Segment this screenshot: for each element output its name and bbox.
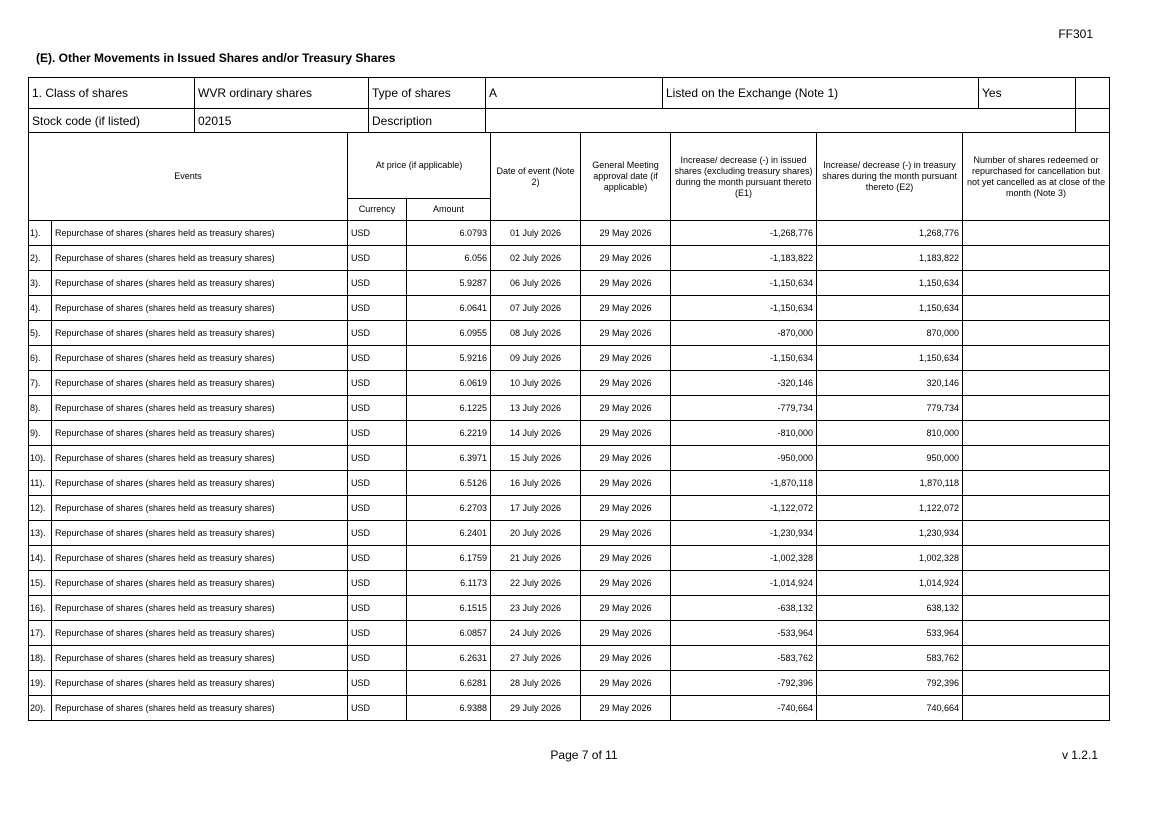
currency-cell: USD bbox=[348, 696, 407, 721]
row-index: 7). bbox=[29, 371, 52, 396]
type-of-shares-label: Type of shares bbox=[369, 78, 486, 109]
event-date-cell: 22 July 2026 bbox=[491, 571, 581, 596]
currency-cell: USD bbox=[348, 621, 407, 646]
event-date-cell: 15 July 2026 bbox=[491, 446, 581, 471]
redeemed-cell bbox=[963, 346, 1110, 371]
gm-approval-date-cell: 29 May 2026 bbox=[581, 246, 671, 271]
listed-blank-cell bbox=[1076, 78, 1110, 109]
redeemed-cell bbox=[963, 621, 1110, 646]
amount-cell: 6.2631 bbox=[407, 646, 491, 671]
row-index: 3). bbox=[29, 271, 52, 296]
table-row bbox=[29, 696, 1110, 721]
amount-cell: 5.9287 bbox=[407, 271, 491, 296]
issued-change-cell: -1,870,118 bbox=[671, 471, 817, 496]
issued-change-cell: -1,122,072 bbox=[671, 496, 817, 521]
gm-approval-date-cell: 29 May 2026 bbox=[581, 621, 671, 646]
redeemed-cell bbox=[963, 671, 1110, 696]
gm-approval-date-cell: 29 May 2026 bbox=[581, 446, 671, 471]
amount-cell: 6.2401 bbox=[407, 521, 491, 546]
event-description: Repurchase of shares (shares held as treasury shares) bbox=[52, 671, 348, 696]
row-index: 5). bbox=[29, 321, 52, 346]
gm-approval-date-cell: 29 May 2026 bbox=[581, 696, 671, 721]
treasury-change-cell: 1,150,634 bbox=[817, 346, 963, 371]
at-price-header: At price (if applicable) bbox=[348, 133, 491, 199]
gm-approval-date-cell: 29 May 2026 bbox=[581, 346, 671, 371]
event-date-cell: 16 July 2026 bbox=[491, 471, 581, 496]
amount-cell: 6.5126 bbox=[407, 471, 491, 496]
issued-change-cell: -950,000 bbox=[671, 446, 817, 471]
event-description: Repurchase of shares (shares held as treasury shares) bbox=[52, 446, 348, 471]
event-description: Repurchase of shares (shares held as treasury shares) bbox=[52, 346, 348, 371]
event-date-cell: 14 July 2026 bbox=[491, 421, 581, 446]
issued-change-cell: -810,000 bbox=[671, 421, 817, 446]
event-date-cell: 24 July 2026 bbox=[491, 621, 581, 646]
amount-cell: 6.1173 bbox=[407, 571, 491, 596]
issued-change-cell: -1,268,776 bbox=[671, 221, 817, 246]
stock-code-label: Stock code (if listed) bbox=[29, 109, 195, 133]
issued-change-cell: -779,734 bbox=[671, 396, 817, 421]
treasury-change-cell: 740,664 bbox=[817, 696, 963, 721]
treasury-change-cell: 950,000 bbox=[817, 446, 963, 471]
gm-approval-date-cell: 29 May 2026 bbox=[581, 471, 671, 496]
event-description: Repurchase of shares (shares held as treasury shares) bbox=[52, 471, 348, 496]
redeemed-cell bbox=[963, 371, 1110, 396]
event-date-cell: 27 July 2026 bbox=[491, 646, 581, 671]
row-index: 13). bbox=[29, 521, 52, 546]
table-row bbox=[29, 571, 1110, 596]
amount-cell: 6.2219 bbox=[407, 421, 491, 446]
row-index: 16). bbox=[29, 596, 52, 621]
event-description: Repurchase of shares (shares held as treasury shares) bbox=[52, 271, 348, 296]
event-description: Repurchase of shares (shares held as treasury shares) bbox=[52, 221, 348, 246]
issued-change-cell: -1,183,822 bbox=[671, 246, 817, 271]
table-row bbox=[29, 446, 1110, 471]
currency-cell: USD bbox=[348, 421, 407, 446]
table-row bbox=[29, 396, 1110, 421]
redeemed-cell bbox=[963, 521, 1110, 546]
row-index: 10). bbox=[29, 446, 52, 471]
event-date-cell: 09 July 2026 bbox=[491, 346, 581, 371]
section-title: (E). Other Movements in Issued Shares and/or Treasury Shares bbox=[36, 51, 396, 65]
amount-header: Amount bbox=[407, 199, 491, 221]
row-index: 20). bbox=[29, 696, 52, 721]
treasury-change-cell: 1,183,822 bbox=[817, 246, 963, 271]
row-index: 8). bbox=[29, 396, 52, 421]
amount-cell: 6.1225 bbox=[407, 396, 491, 421]
description-blank-cell bbox=[1076, 109, 1110, 133]
treasury-change-cell: 1,870,118 bbox=[817, 471, 963, 496]
event-date-cell: 07 July 2026 bbox=[491, 296, 581, 321]
event-date-cell: 10 July 2026 bbox=[491, 371, 581, 396]
event-date-cell: 17 July 2026 bbox=[491, 496, 581, 521]
gm-approval-header: General Meeting approval date (if applicable) bbox=[581, 133, 671, 221]
event-description: Repurchase of shares (shares held as treasury shares) bbox=[52, 571, 348, 596]
event-date-cell: 29 July 2026 bbox=[491, 696, 581, 721]
amount-cell: 6.0857 bbox=[407, 621, 491, 646]
table-row bbox=[29, 321, 1110, 346]
description-label: Description bbox=[369, 109, 486, 133]
event-description: Repurchase of shares (shares held as treasury shares) bbox=[52, 621, 348, 646]
event-date-cell: 21 July 2026 bbox=[491, 546, 581, 571]
treasury-change-cell: 779,734 bbox=[817, 396, 963, 421]
form-code: FF301 bbox=[1058, 27, 1093, 41]
issued-change-cell: -1,150,634 bbox=[671, 271, 817, 296]
gm-approval-date-cell: 29 May 2026 bbox=[581, 371, 671, 396]
gm-approval-date-cell: 29 May 2026 bbox=[581, 421, 671, 446]
amount-cell: 6.3971 bbox=[407, 446, 491, 471]
redeemed-cell bbox=[963, 446, 1110, 471]
event-date-cell: 13 July 2026 bbox=[491, 396, 581, 421]
date-of-event-header: Date of event (Note 2) bbox=[491, 133, 581, 221]
gm-approval-date-cell: 29 May 2026 bbox=[581, 271, 671, 296]
gm-approval-date-cell: 29 May 2026 bbox=[581, 671, 671, 696]
currency-cell: USD bbox=[348, 596, 407, 621]
gm-approval-date-cell: 29 May 2026 bbox=[581, 221, 671, 246]
currency-cell: USD bbox=[348, 471, 407, 496]
table-row bbox=[29, 371, 1110, 396]
table-row bbox=[29, 596, 1110, 621]
gm-approval-date-cell: 29 May 2026 bbox=[581, 646, 671, 671]
currency-cell: USD bbox=[348, 496, 407, 521]
amount-cell: 6.6281 bbox=[407, 671, 491, 696]
page-number: Page 7 of 11 bbox=[550, 748, 618, 762]
currency-cell: USD bbox=[348, 296, 407, 321]
event-date-cell: 28 July 2026 bbox=[491, 671, 581, 696]
redeemed-cell bbox=[963, 646, 1110, 671]
table-row bbox=[29, 496, 1110, 521]
gm-approval-date-cell: 29 May 2026 bbox=[581, 596, 671, 621]
redeemed-cell bbox=[963, 396, 1110, 421]
redeemed-cell bbox=[963, 546, 1110, 571]
class-of-shares-label: 1. Class of shares bbox=[29, 78, 195, 109]
treasury-change-cell: 1,002,328 bbox=[817, 546, 963, 571]
currency-cell: USD bbox=[348, 646, 407, 671]
description-value bbox=[486, 109, 1076, 133]
gm-approval-date-cell: 29 May 2026 bbox=[581, 571, 671, 596]
currency-cell: USD bbox=[348, 396, 407, 421]
increase-issued-header: Increase/ decrease (-) in issued shares (excluding treasury shares) during the month pursuant thereto (E1) bbox=[671, 133, 817, 221]
table-row bbox=[29, 421, 1110, 446]
currency-cell: USD bbox=[348, 546, 407, 571]
class-of-shares-value: WVR ordinary shares bbox=[195, 78, 369, 109]
row-index: 17). bbox=[29, 621, 52, 646]
amount-cell: 6.0793 bbox=[407, 221, 491, 246]
event-description: Repurchase of shares (shares held as treasury shares) bbox=[52, 521, 348, 546]
event-date-cell: 08 July 2026 bbox=[491, 321, 581, 346]
table-row bbox=[29, 346, 1110, 371]
redeemed-cell bbox=[963, 221, 1110, 246]
redeemed-cell bbox=[963, 421, 1110, 446]
issued-change-cell: -533,964 bbox=[671, 621, 817, 646]
events-header: Events bbox=[29, 133, 348, 221]
info-row-stock-code bbox=[29, 109, 1110, 133]
amount-cell: 6.0619 bbox=[407, 371, 491, 396]
other-movements-table bbox=[28, 132, 1110, 721]
redeemed-cell bbox=[963, 296, 1110, 321]
issued-change-cell: -1,014,924 bbox=[671, 571, 817, 596]
amount-cell: 6.0641 bbox=[407, 296, 491, 321]
issued-change-cell: -583,762 bbox=[671, 646, 817, 671]
currency-cell: USD bbox=[348, 671, 407, 696]
row-index: 4). bbox=[29, 296, 52, 321]
currency-cell: USD bbox=[348, 521, 407, 546]
table-row bbox=[29, 521, 1110, 546]
events-table-body bbox=[29, 221, 1110, 721]
table-row bbox=[29, 546, 1110, 571]
redeemed-cell bbox=[963, 496, 1110, 521]
treasury-change-cell: 870,000 bbox=[817, 321, 963, 346]
row-index: 19). bbox=[29, 671, 52, 696]
issued-change-cell: -638,132 bbox=[671, 596, 817, 621]
redeemed-cell bbox=[963, 271, 1110, 296]
version-label: v 1.2.1 bbox=[1061, 748, 1098, 762]
row-index: 18). bbox=[29, 646, 52, 671]
amount-cell: 6.1759 bbox=[407, 546, 491, 571]
treasury-change-cell: 533,964 bbox=[817, 621, 963, 646]
issued-change-cell: -792,396 bbox=[671, 671, 817, 696]
listed-label: Listed on the Exchange (Note 1) bbox=[663, 78, 979, 109]
event-description: Repurchase of shares (shares held as treasury shares) bbox=[52, 396, 348, 421]
treasury-change-cell: 1,150,634 bbox=[817, 271, 963, 296]
increase-treasury-header: Increase/ decrease (-) in treasury shares during the month pursuant thereto (E2) bbox=[817, 133, 963, 221]
treasury-change-cell: 792,396 bbox=[817, 671, 963, 696]
event-date-cell: 01 July 2026 bbox=[491, 221, 581, 246]
amount-cell: 6.2703 bbox=[407, 496, 491, 521]
amount-cell: 6.0955 bbox=[407, 321, 491, 346]
treasury-change-cell: 1,122,072 bbox=[817, 496, 963, 521]
gm-approval-date-cell: 29 May 2026 bbox=[581, 321, 671, 346]
redeemed-cell bbox=[963, 246, 1110, 271]
table-row bbox=[29, 246, 1110, 271]
event-description: Repurchase of shares (shares held as treasury shares) bbox=[52, 646, 348, 671]
event-description: Repurchase of shares (shares held as treasury shares) bbox=[52, 296, 348, 321]
issued-change-cell: -740,664 bbox=[671, 696, 817, 721]
issued-change-cell: -1,150,634 bbox=[671, 296, 817, 321]
treasury-change-cell: 320,146 bbox=[817, 371, 963, 396]
issued-change-cell: -1,002,328 bbox=[671, 546, 817, 571]
redeemed-cell bbox=[963, 471, 1110, 496]
currency-cell: USD bbox=[348, 221, 407, 246]
currency-cell: USD bbox=[348, 371, 407, 396]
type-of-shares-value: A bbox=[486, 78, 663, 109]
row-index: 15). bbox=[29, 571, 52, 596]
amount-cell: 6.9388 bbox=[407, 696, 491, 721]
gm-approval-date-cell: 29 May 2026 bbox=[581, 546, 671, 571]
amount-cell: 5.9216 bbox=[407, 346, 491, 371]
row-index: 9). bbox=[29, 421, 52, 446]
redeemed-header: Number of shares redeemed or repurchased for cancellation but not yet cancelled as at close of the month (Note 3) bbox=[963, 133, 1110, 221]
currency-cell: USD bbox=[348, 571, 407, 596]
event-date-cell: 06 July 2026 bbox=[491, 271, 581, 296]
currency-cell: USD bbox=[348, 246, 407, 271]
table-header-row bbox=[29, 133, 1110, 199]
treasury-change-cell: 583,762 bbox=[817, 646, 963, 671]
gm-approval-date-cell: 29 May 2026 bbox=[581, 496, 671, 521]
treasury-change-cell: 638,132 bbox=[817, 596, 963, 621]
event-description: Repurchase of shares (shares held as treasury shares) bbox=[52, 496, 348, 521]
event-date-cell: 23 July 2026 bbox=[491, 596, 581, 621]
event-description: Repurchase of shares (shares held as treasury shares) bbox=[52, 371, 348, 396]
currency-cell: USD bbox=[348, 446, 407, 471]
event-description: Repurchase of shares (shares held as treasury shares) bbox=[52, 321, 348, 346]
gm-approval-date-cell: 29 May 2026 bbox=[581, 396, 671, 421]
treasury-change-cell: 1,014,924 bbox=[817, 571, 963, 596]
issued-change-cell: -320,146 bbox=[671, 371, 817, 396]
share-class-info-table bbox=[28, 77, 1110, 133]
table-row bbox=[29, 621, 1110, 646]
amount-cell: 6.1515 bbox=[407, 596, 491, 621]
event-description: Repurchase of shares (shares held as treasury shares) bbox=[52, 421, 348, 446]
currency-cell: USD bbox=[348, 271, 407, 296]
currency-header: Currency bbox=[348, 199, 407, 221]
treasury-change-cell: 810,000 bbox=[817, 421, 963, 446]
issued-change-cell: -1,150,634 bbox=[671, 346, 817, 371]
gm-approval-date-cell: 29 May 2026 bbox=[581, 296, 671, 321]
table-row bbox=[29, 671, 1110, 696]
event-date-cell: 20 July 2026 bbox=[491, 521, 581, 546]
table-row bbox=[29, 221, 1110, 246]
issued-change-cell: -1,230,934 bbox=[671, 521, 817, 546]
table-row bbox=[29, 646, 1110, 671]
redeemed-cell bbox=[963, 596, 1110, 621]
event-date-cell: 02 July 2026 bbox=[491, 246, 581, 271]
row-index: 1). bbox=[29, 221, 52, 246]
amount-cell: 6.056 bbox=[407, 246, 491, 271]
treasury-change-cell: 1,268,776 bbox=[817, 221, 963, 246]
event-description: Repurchase of shares (shares held as treasury shares) bbox=[52, 596, 348, 621]
redeemed-cell bbox=[963, 571, 1110, 596]
gm-approval-date-cell: 29 May 2026 bbox=[581, 521, 671, 546]
treasury-change-cell: 1,150,634 bbox=[817, 296, 963, 321]
redeemed-cell bbox=[963, 321, 1110, 346]
event-description: Repurchase of shares (shares held as treasury shares) bbox=[52, 246, 348, 271]
stock-code-value: 02015 bbox=[195, 109, 369, 133]
row-index: 6). bbox=[29, 346, 52, 371]
row-index: 11). bbox=[29, 471, 52, 496]
table-row bbox=[29, 296, 1110, 321]
row-index: 2). bbox=[29, 246, 52, 271]
treasury-change-cell: 1,230,934 bbox=[817, 521, 963, 546]
currency-cell: USD bbox=[348, 321, 407, 346]
event-description: Repurchase of shares (shares held as treasury shares) bbox=[52, 546, 348, 571]
redeemed-cell bbox=[963, 696, 1110, 721]
listed-value: Yes bbox=[979, 78, 1076, 109]
row-index: 14). bbox=[29, 546, 52, 571]
info-row-class bbox=[29, 78, 1110, 109]
issued-change-cell: -870,000 bbox=[671, 321, 817, 346]
table-row bbox=[29, 271, 1110, 296]
row-index: 12). bbox=[29, 496, 52, 521]
currency-cell: USD bbox=[348, 346, 407, 371]
table-row bbox=[29, 471, 1110, 496]
event-description: Repurchase of shares (shares held as treasury shares) bbox=[52, 696, 348, 721]
